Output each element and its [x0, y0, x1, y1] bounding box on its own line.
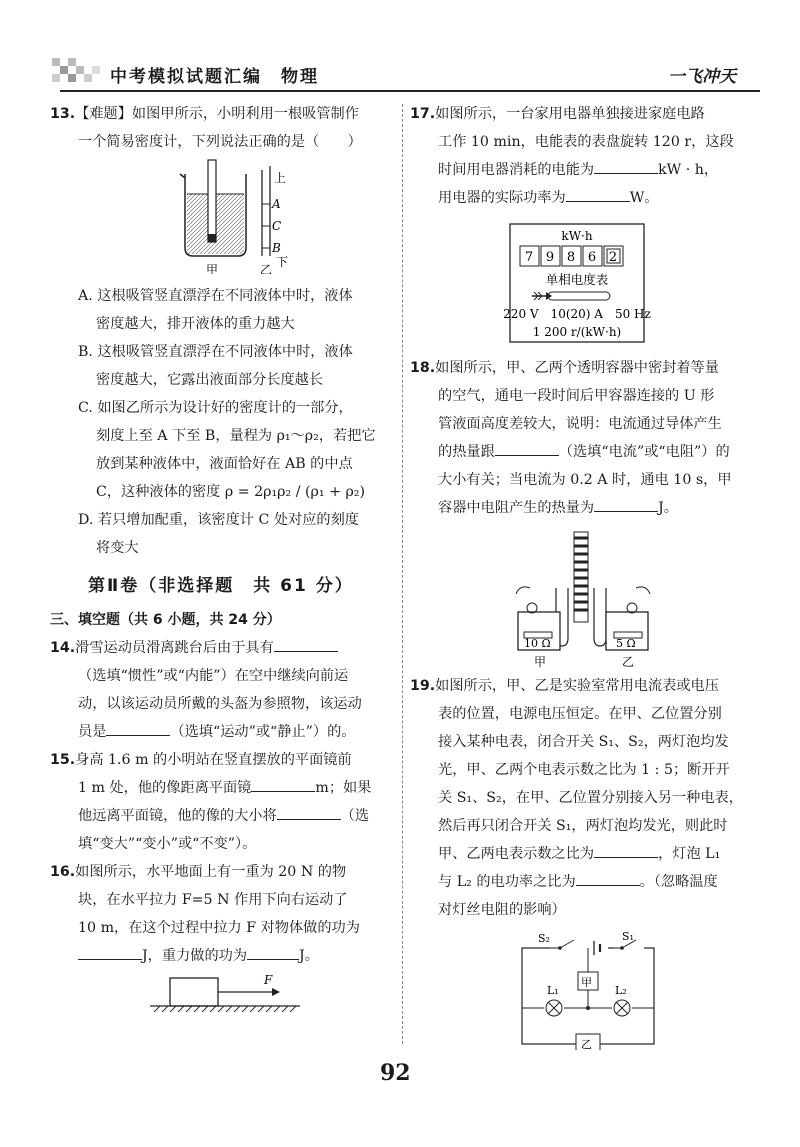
meter-digit-4: 6 — [587, 250, 597, 265]
q16-blank-2[interactable] — [247, 943, 299, 960]
column-divider — [402, 104, 403, 1044]
q19-line-4: 光，甲、乙两个电表示数之比为 1 : 5；断开开 — [438, 762, 730, 778]
q13-figure — [50, 156, 390, 274]
meter-rev: 1 200 r/(kW·h) — [532, 325, 622, 339]
q18-line-4: 的热量跟 （选填“电流”或“电阻”）的 — [410, 438, 770, 466]
q19-label-s1: S₁ — [622, 930, 634, 943]
q16-label-f: F — [264, 973, 273, 987]
q13-line-2: 一个简易密度计，下列说法正确的是（ ） — [78, 134, 362, 150]
q16-line-3: 10 m，在这个过程中拉力 F 对物体做的功为 — [78, 920, 360, 936]
q18-line-2: 的空气，通电一段时间后甲容器连接的 U 形 — [438, 388, 715, 404]
q13-label-a: A — [272, 197, 281, 211]
q19-line-9: 对灯丝电阻的影响） — [438, 902, 566, 918]
q18-label-jia: 甲 — [534, 655, 547, 668]
q13-option-b-1: B. 这根吸管竖直漂浮在不同液体中时，液体 — [78, 344, 353, 360]
q18-label-r2: 5 Ω — [616, 637, 636, 650]
q19-line-8: 与 L₂ 的电功率之比为 。（忽略温度 — [410, 868, 770, 896]
q16-line-1: 16.如图所示，水平地面上有一重为 20 N 的物 — [50, 864, 347, 880]
q13-option-a-2: 密度越大，排开液体的重力越大 — [96, 316, 295, 332]
q14-blank-2[interactable] — [106, 719, 170, 736]
q19-label-yi: 乙 — [581, 1038, 592, 1050]
q18-figure — [410, 528, 770, 668]
header-pattern-icon — [52, 58, 108, 88]
q15-line-1: 15.身高 1.6 m 的小明站在竖直摆放的平面镜前 — [50, 752, 352, 768]
section-2-title: 第Ⅱ卷（非选择题 共 61 分） — [88, 576, 354, 596]
q19-line-3: 接入某种电表，闭合开关 S₁、S₂，两灯泡均发 — [438, 734, 729, 750]
header-title: 中考模拟试题汇编 物理 — [110, 67, 319, 87]
q13-label-b: B — [272, 241, 281, 255]
q14-line-4: 员是 （选填“运动”或“静止”）的。 — [50, 718, 395, 746]
q18-blank-2[interactable] — [594, 495, 658, 512]
q13-label-c: C — [272, 219, 282, 233]
q19-label-l2: L₂ — [615, 984, 627, 997]
q14-line-2: （选填“惯性”或“内能”）在空中继续向前运 — [78, 668, 349, 684]
left-column — [50, 100, 395, 1022]
meter-spec: 220 V 10(20) A 50 Hz — [503, 307, 651, 321]
q13-number: 13. — [50, 106, 76, 122]
q15-blank-1[interactable] — [251, 775, 315, 792]
header-brand: 一飞冲天 — [668, 67, 736, 87]
meter-unit: kW·h — [561, 229, 593, 243]
q18-label-yi: 乙 — [622, 655, 635, 668]
q13-option-c-2: 刻度上至 A 下至 B，量程为 ρ₁～ρ₂，若把它 — [96, 428, 376, 444]
meter-digit-1: 7 — [524, 250, 534, 265]
part-3-title: 三、填空题（共 6 小题，共 24 分） — [50, 612, 281, 628]
header-rule — [60, 90, 760, 92]
q13-options — [50, 282, 395, 562]
q16-blank-1[interactable] — [78, 943, 142, 960]
meter-digit-2: 9 — [545, 250, 555, 265]
q13-option-c-3: 放到某种液体中，液面恰好在 AB 的中点 — [96, 456, 353, 472]
q14-line-1: 14.滑雪运动员滑离跳台后由于具有 — [50, 634, 395, 662]
meter-digit-3: 8 — [566, 250, 576, 265]
q18-line-6: 容器中电阻产生的热量为 J。 — [410, 494, 770, 522]
q19-label-l1: L₁ — [547, 984, 559, 997]
q19-line-2: 表的位置，电源电压恒定。在甲、乙位置分别 — [438, 706, 722, 722]
q16-line-4: J，重力做的功为 J。 — [50, 942, 395, 970]
meter-name: 单相电度表 — [545, 272, 609, 287]
electric-meter-figure — [410, 218, 770, 348]
q19-label-jia: 甲 — [581, 976, 592, 989]
q13-label-yi: 乙 — [260, 263, 273, 274]
q13-label-jia: 甲 — [206, 263, 219, 274]
q15-line-2: 1 m 处，他的像距离平面镜 m；如果 — [50, 774, 395, 802]
q15-line-4: 填“变大”“变小”或“不变”）。 — [78, 836, 257, 852]
q13-label-bottom: 下 — [276, 255, 289, 269]
q13-option-d-1: D. 若只增加配重，该密度计 C 处对应的刻度 — [78, 512, 359, 528]
q17-line-1: 17.如图所示，一台家用电器单独接进家庭电路 — [410, 106, 705, 122]
q16-line-2: 块，在水平拉力 F=5 N 作用下向右运动了 — [78, 892, 348, 908]
q19-label-s2: S₂ — [538, 932, 550, 945]
q17-blank-1[interactable] — [594, 157, 658, 174]
q19-blank-2[interactable] — [576, 869, 640, 886]
q17-blank-2[interactable] — [566, 185, 630, 202]
q19-line-7: 甲、乙两电表示数之比为 ，灯泡 L₁ — [410, 840, 770, 868]
q13-option-a-1: A. 这根吸管竖直漂浮在不同液体中时，液体 — [78, 288, 353, 304]
q18-label-r1: 10 Ω — [524, 637, 551, 650]
q18-line-5: 大小有关；当电流为 0.2 A 时，通电 10 s，甲 — [438, 472, 732, 488]
q13-label-top: 上 — [274, 171, 287, 185]
q18-line-1: 18.如图所示，甲、乙两个透明容器中密封着等量 — [410, 360, 719, 376]
q15-blank-2[interactable] — [277, 803, 341, 820]
q13-line-1: 13.【难题】如图甲所示，小明利用一根吸管制作 — [50, 106, 359, 122]
q16-figure — [50, 972, 390, 1022]
right-column — [410, 100, 770, 1050]
q17-line-4: 用电器的实际功率为 W。 — [410, 184, 770, 212]
q14-line-3: 动，以该运动员所戴的头盔为参照物，该运动 — [78, 696, 362, 712]
q13-option-d-2: 将变大 — [96, 540, 139, 556]
q13-option-c-4: C，这种液体的密度 ρ = 2ρ₁ρ₂ / (ρ₁ + ρ₂) — [96, 484, 366, 500]
q13-option-b-2: 密度越大，它露出液面部分长度越长 — [96, 372, 324, 388]
q18-line-3: 管液面高度差较大，说明：电流通过导体产生 — [438, 416, 722, 432]
q18-blank-1[interactable] — [495, 439, 559, 456]
meter-digit-5: 2 — [608, 250, 618, 265]
q19-line-5: 关 S₁、S₂，在甲、乙位置分别接入另一种电表， — [438, 790, 743, 806]
q19-blank-1[interactable] — [594, 841, 658, 858]
q13-option-c-1: C. 如图乙所示为设计好的密度计的一部分， — [78, 400, 353, 416]
q15-line-3: 他远离平面镜，他的像的大小将 （选 — [50, 802, 395, 830]
q19-line-1: 19.如图所示，甲、乙是实验室常用电流表或电压 — [410, 678, 719, 694]
q19-line-6: 然后再只闭合开关 S₁，两灯泡均发光，则此时 — [438, 818, 728, 834]
page-number: 92 — [380, 1060, 411, 1086]
q17-line-3: 时间用电器消耗的电能为 kW · h， — [410, 156, 770, 184]
q14-blank-1[interactable] — [274, 635, 338, 652]
q17-line-2: 工作 10 min，电能表的表盘旋转 120 r，这段 — [438, 134, 734, 150]
q19-circuit-figure — [410, 930, 770, 1050]
